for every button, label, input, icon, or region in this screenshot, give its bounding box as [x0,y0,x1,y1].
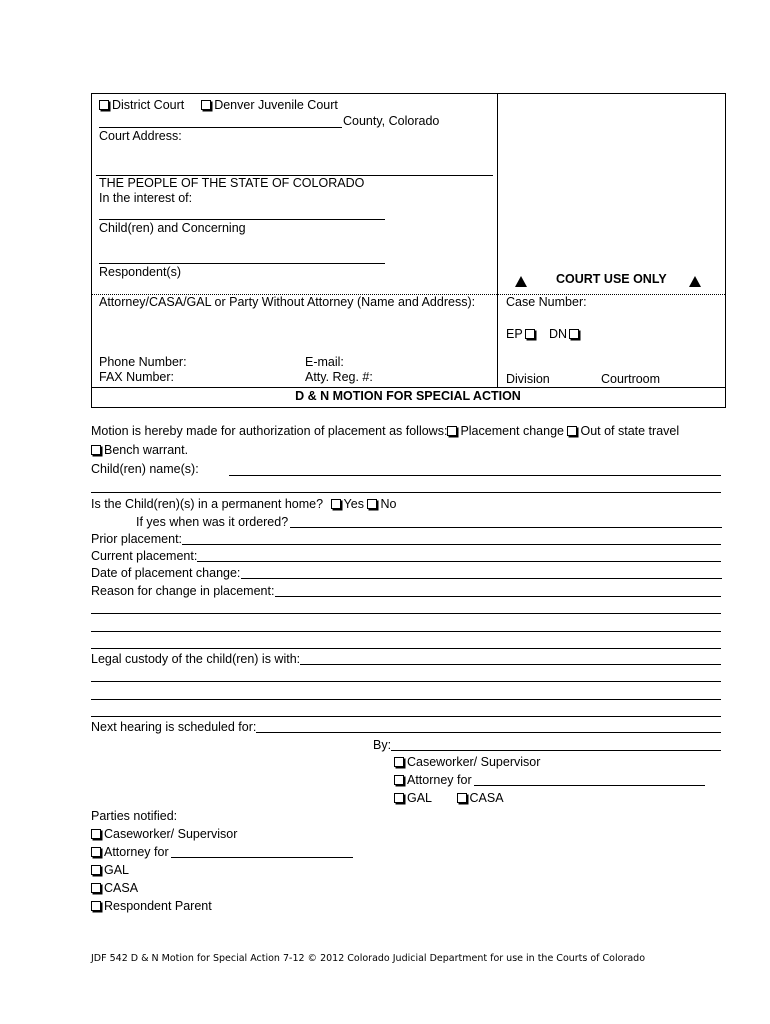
permanent-home-question: Is the Child(ren)(s) in a permanent home? [91,497,324,511]
by-attorney-label: Attorney for [407,773,472,787]
by-casa-checkbox[interactable] [457,793,467,803]
by-gal-casa-row [394,792,504,805]
by-caseworker-checkbox[interactable] [394,757,404,767]
pn-gal-label: GAL [104,863,130,877]
respondent-name-field[interactable] [99,263,385,264]
by-attorney-checkbox[interactable] [394,775,404,785]
pn-attorney-checkbox[interactable] [91,847,101,857]
by-casa-label: CASA [469,791,504,805]
dn-checkbox[interactable] [569,329,579,339]
no-checkbox[interactable] [367,499,377,509]
in-interest-of-label: In the interest of: [99,191,193,205]
children-name-field[interactable] [99,219,385,220]
by-attorney-row [394,774,472,787]
court-type-options [99,99,338,112]
ep-checkbox[interactable] [525,329,535,339]
current-placement-field[interactable] [197,561,721,562]
county-name-field[interactable] [99,127,342,128]
motion-intro-row [91,425,679,438]
if-yes-label: If yes when was it ordered? [136,515,289,529]
district-court-checkbox[interactable] [99,100,109,110]
children-names-label: Child(ren) name(s): [91,462,199,476]
pn-casa-row [91,882,138,895]
bench-warrant-label: Bench warrant. [104,443,189,457]
form-title: D & N MOTION FOR SPECIAL ACTION [295,389,521,403]
title-section-top [91,387,725,388]
out-of-state-label: Out of state travel [580,424,680,438]
legal-custody-field-4[interactable] [91,716,721,717]
by-gal-checkbox[interactable] [394,793,404,803]
by-caseworker-row [394,756,540,769]
phone-label: Phone Number: [99,355,187,369]
prior-placement-field[interactable] [182,544,721,545]
reason-change-label: Reason for change in placement: [91,584,275,598]
dn-label: DN [549,327,568,341]
reason-change-field[interactable] [275,596,721,597]
date-change-label: Date of placement change: [91,566,241,580]
reason-change-field-2[interactable] [91,613,721,614]
pn-respondent-row [91,900,212,913]
ep-option [506,328,538,341]
pn-respondent-checkbox[interactable] [91,901,101,911]
placement-change-checkbox[interactable] [447,426,457,436]
legal-custody-label: Legal custody of the child(ren) is with: [91,652,301,666]
placement-change-label: Placement change [460,424,564,438]
pn-casa-label: CASA [104,881,139,895]
no-label: No [380,497,397,511]
if-yes-field[interactable] [290,527,722,528]
footer-text: JDF 542 D & N Motion for Special Action 7-12 © 2012 Colorado Judicial Department for use in the Courts of Colorado [91,953,646,964]
pn-gal-row [91,864,129,877]
by-caseworker-label: Caseworker/ Supervisor [407,755,541,769]
fax-label: FAX Number: [99,370,175,384]
pn-attorney-row [91,846,169,859]
atty-reg-label: Atty. Reg. #: [305,370,373,384]
pn-attorney-label: Attorney for [104,845,169,859]
legal-custody-field-2[interactable] [91,681,721,682]
case-number-label: Case Number: [506,295,587,309]
reason-change-field-3[interactable] [91,631,721,632]
dn-option [549,328,582,341]
parties-notified-label: Parties notified: [91,809,178,823]
pn-respondent-label: Respondent Parent [104,899,212,913]
email-label: E-mail: [305,355,344,369]
yes-label: Yes [343,497,364,511]
bench-warrant-row [91,444,188,457]
county-label: County, Colorado [343,114,440,128]
legal-custody-field[interactable] [300,664,721,665]
denver-juvenile-court-checkbox[interactable] [201,100,211,110]
people-of-state: THE PEOPLE OF THE STATE OF COLORADO [99,176,365,190]
by-field[interactable] [391,750,721,751]
pn-attorney-field[interactable] [171,857,353,858]
children-names-field-2[interactable] [91,492,721,493]
pn-caseworker-label: Caseworker/ Supervisor [104,827,238,841]
yes-checkbox[interactable] [331,499,341,509]
children-concerning-label: Child(ren) and Concerning [99,221,246,235]
by-attorney-field[interactable] [474,785,705,786]
current-placement-label: Current placement: [91,549,198,563]
attorney-label: Attorney/CASA/GAL or Party Without Attorney (Name and Address): [99,295,476,309]
bench-warrant-checkbox[interactable] [91,445,101,455]
date-change-field[interactable] [241,578,722,579]
permanent-home-row [91,498,396,511]
triangle-right-icon [689,276,701,287]
ep-label: EP [506,327,523,341]
court-use-only: COURT USE ONLY [556,272,667,286]
by-label: By: [373,738,392,752]
pn-caseworker-checkbox[interactable] [91,829,101,839]
pn-gal-checkbox[interactable] [91,865,101,875]
district-court-label: District Court [112,98,185,112]
motion-intro-text: Motion is hereby made for authorization of placement as follows: [91,424,448,438]
pn-caseworker-row [91,828,237,841]
out-of-state-checkbox[interactable] [567,426,577,436]
children-names-field[interactable] [229,475,721,476]
next-hearing-field[interactable] [256,732,721,733]
triangle-left-icon [515,276,527,287]
pn-casa-checkbox[interactable] [91,883,101,893]
caption-divider [497,93,498,387]
respondents-label: Respondent(s) [99,265,181,279]
legal-custody-field-3[interactable] [91,699,721,700]
prior-placement-label: Prior placement: [91,532,183,546]
next-hearing-label: Next hearing is scheduled for: [91,720,257,734]
court-address-label: Court Address: [99,129,182,143]
division-label: Division [506,372,550,386]
denver-juvenile-court-label: Denver Juvenile Court [214,98,338,112]
reason-change-field-4[interactable] [91,648,721,649]
by-gal-label: GAL [407,791,432,805]
courtroom-label: Courtroom [601,372,661,386]
